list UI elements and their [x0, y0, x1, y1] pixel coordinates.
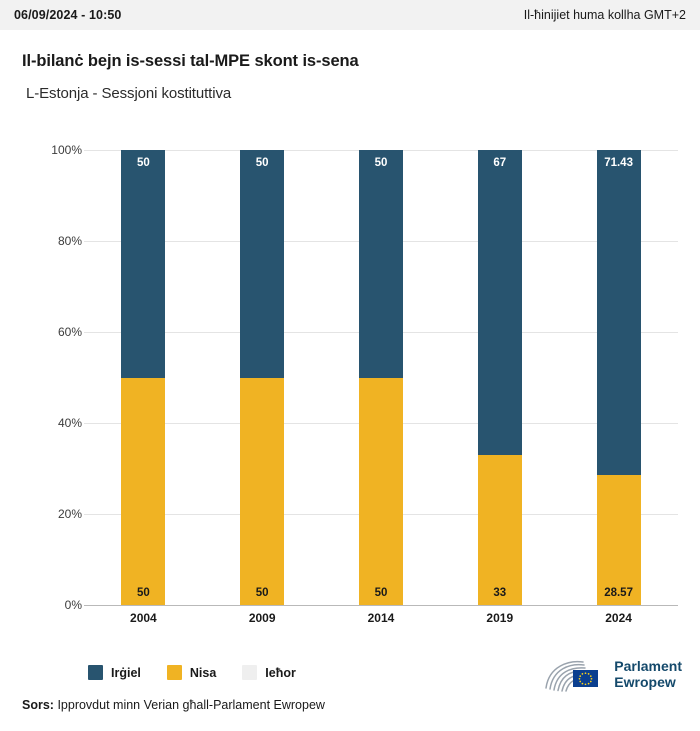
bar-segment-women-2019[interactable]: [478, 455, 522, 605]
y-tick-80: 80%: [57, 234, 82, 248]
x-tick-2004: 2004: [130, 611, 157, 625]
bar-label-women-2014: 50: [374, 587, 388, 599]
bar-group-2019[interactable]: [478, 150, 522, 605]
chart-legend: [88, 665, 296, 680]
source-text: Ipprovdut minn Verian għall-Parlament Ewropew: [57, 698, 325, 712]
bar-label-women-2019: 33: [493, 587, 507, 599]
stacked-bar-chart: [22, 130, 678, 630]
y-tick-0: 0%: [64, 598, 82, 612]
axis-line-x: [84, 605, 678, 606]
logo-text: [614, 659, 682, 690]
bar-group-2009[interactable]: [240, 150, 284, 605]
bar-segment-men-2024[interactable]: [597, 150, 641, 475]
page-title: Il-bilanċ bejn is-sessi tal-MPE skont is-sena: [22, 52, 359, 70]
source-note: [22, 698, 325, 712]
bar-segment-men-2014[interactable]: [359, 150, 403, 378]
bar-segment-women-2009[interactable]: [240, 378, 284, 606]
legend-label-other: Ieħor: [265, 665, 296, 680]
bar-label-men-2014: 50: [374, 157, 388, 169]
bar-label-men-2009: 50: [255, 157, 269, 169]
bar-label-women-2024: 28.57: [604, 587, 633, 599]
bar-group-2004[interactable]: [121, 150, 165, 605]
y-tick-20: 20%: [57, 507, 82, 521]
bar-segment-men-2019[interactable]: [478, 150, 522, 455]
bar-group-2024[interactable]: [597, 150, 641, 605]
bars-container: [84, 150, 678, 605]
bar-segment-women-2014[interactable]: [359, 378, 403, 606]
x-tick-2009: 2009: [248, 611, 276, 625]
legend-swatch-women-icon: [167, 665, 182, 680]
bar-label-women-2009: 50: [255, 587, 269, 599]
bar-label-men-2019: 67: [493, 157, 507, 170]
bar-segment-women-2004[interactable]: [121, 378, 165, 606]
timezone-note: Il-ħinijiet huma kollha GMT+2: [523, 8, 686, 22]
legend-swatch-men-icon: [88, 665, 103, 680]
y-tick-60: 60%: [57, 325, 82, 339]
bar-label-men-2004: 50: [136, 157, 150, 169]
datetime-label: 06/09/2024 - 10:50: [14, 8, 122, 22]
x-tick-2024: 2024: [605, 611, 632, 625]
bar-segment-men-2009[interactable]: [240, 150, 284, 378]
legend-label-women: Nisa: [189, 665, 217, 680]
bar-label-men-2024: 71.43: [604, 157, 633, 170]
bar-label-women-2004: 50: [136, 587, 150, 599]
y-tick-100: 100%: [51, 143, 82, 157]
logo-text-line1: Parlament: [614, 658, 682, 675]
top-bar: [0, 0, 700, 30]
source-label: Sors:: [22, 698, 54, 712]
european-parliament-logo: [543, 658, 682, 692]
y-tick-40: 40%: [57, 416, 82, 430]
logo-text-line2: Ewropew: [614, 674, 676, 690]
x-tick-2014: 2014: [367, 611, 395, 625]
x-tick-2019: 2019: [486, 611, 514, 625]
legend-label-men: Irġiel: [111, 665, 141, 680]
bar-segment-men-2004[interactable]: [121, 150, 165, 378]
page-subtitle: L-Estonja - Sessjoni kostituttiva: [26, 85, 232, 102]
x-axis-labels: [84, 611, 678, 625]
bar-segment-women-2024[interactable]: [597, 475, 641, 605]
legend-item-women[interactable]: [167, 665, 216, 680]
legend-item-men[interactable]: [88, 665, 141, 680]
parliament-emblem-icon: [543, 658, 605, 692]
legend-swatch-other-icon: [242, 665, 257, 680]
bar-group-2014[interactable]: [359, 150, 403, 605]
legend-item-other[interactable]: [242, 665, 296, 680]
